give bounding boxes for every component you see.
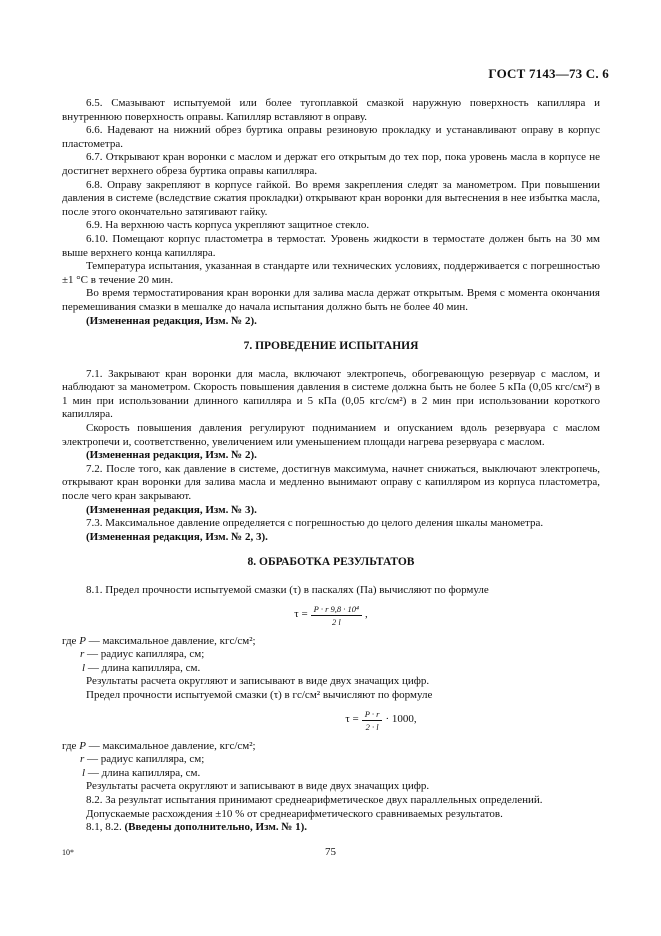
paragraph-7-2: 7.2. После того, как давление в системе, достигнув максимума, начнет снижаться, выключают электропечь, открывают кран воронки для залива масла и медленно вынимают оправу с капилляром из корпуса пластометра, после чего кран закрывают. — [62, 462, 600, 503]
definition-r: r — радиус капилляра, см; — [80, 648, 205, 661]
formula-lhs: τ = — [294, 608, 308, 621]
amendment-note: (Измененная редакция, Изм. № 2). — [86, 449, 257, 462]
paragraph-8-2: 8.2. За результат испытания принимают среднеарифметическое двух параллельных определений. — [86, 793, 543, 806]
rounding-note: Результаты расчета округляют и записывают в виде двух значащих цифр. — [86, 780, 430, 793]
amendment-note: (Измененная редакция, Изм. № 2). — [86, 314, 257, 327]
amendment-note: (Измененная редакция, Изм. № 2, 3). — [86, 530, 268, 543]
formula-fraction — [362, 709, 383, 732]
paragraph-7-3: 7.3. Максимальное давление определяется с погрешностью до целого деления шкалы манометра. — [86, 517, 544, 530]
page-number: 75 — [325, 846, 336, 858]
paragraph-7-1: 7.1. Закрывают кран воронки для масла, включают электропечь, обогревающую резервуар с маслом, и наблюдают за манометром. Скорость повышения давления в системе должна быть не более 5 кПа (0,05 кгс/см²) в 1 мин при использовании длинного капилляра и 5 кПа (0,05 кгс/см²) в 2 мин при использовании короткого капилляра. — [62, 367, 600, 421]
paragraph-temperature: Температура испытания, указанная в стандарте или технических условиях, поддерживается с погрешностью ±1 °С в течение 20 мин. — [62, 260, 600, 286]
rounding-note: Результаты расчета округляют и записывают в виде двух значащих цифр. — [86, 675, 430, 688]
definition-l: l — длина капилляра, см. — [82, 661, 201, 674]
formula-denominator: 2 · l — [365, 721, 379, 732]
formula-tail: · 1000, — [385, 713, 417, 726]
formula-denominator: 2 l — [331, 616, 341, 627]
formula-tail: , — [364, 608, 368, 621]
amendment-note-8: 8.1, 8.2. (Введены дополнительно, Изм. № 1). — [86, 821, 308, 834]
footer-mark: 10* — [62, 848, 74, 857]
paragraph-6-10: 6.10. Помещают корпус пластометра в термостат. Уровень жидкости в термостате должен быть на 30 мм выше верхнего конца капилляра. — [62, 232, 600, 259]
formula-pascal — [62, 604, 600, 627]
paragraph-8-1: 8.1. Предел прочности испытуемой смазки (τ) в паскалях (Па) вычисляют по формуле — [86, 584, 489, 596]
page-header: ГОСТ 7143—73 С. 6 — [488, 66, 609, 81]
paragraph-8-1b: Предел прочности испытуемой смазки (τ) в гс/см² вычисляют по формуле — [86, 688, 433, 701]
definition-p: где P — максимальное давление, кгс/см²; — [62, 634, 256, 647]
definition-l: l — длина капилляра, см. — [82, 766, 201, 779]
paragraph-thermostating: Во время термостатирования кран воронки для залива масла держат открытым. Время с момента окончания перемешивания смазки в мешалке до начала испытания должно быть не более 40 мин. — [62, 287, 600, 313]
paragraph-6-7: 6.7. Открывают кран воронки с маслом и держат его открытым до тех пор, пока уровень масла в корпусе не достигнет верхнего обреза буртика оправы капилляра. — [62, 151, 600, 177]
paragraph-6-5: 6.5. Смазывают испытуемой или более тугоплавкой смазкой наружную поверхность капилляра и внутреннюю поверхность оправы. Капилляр вставляют в оправу. — [62, 97, 600, 123]
amendment-note: (Измененная редакция, Изм. № 3). — [86, 503, 257, 516]
definition-r: r — радиус капилляра, см; — [80, 753, 205, 766]
formula-lhs: τ = — [345, 713, 359, 726]
paragraph-6-8: 6.8. Оправу закрепляют в корпусе гайкой. Во время закрепления следят за манометром. При повышении давления в системе (вследствие сжатия прокладки) открывают кран воронки для вытеснения в нее избытка масла, после этого окончательно затягивают гайку. — [62, 178, 600, 218]
paragraph-8-2b: Допускаемые расхождения ±10 % от среднеарифметического сравниваемых результатов. — [86, 807, 503, 820]
formula-fraction — [311, 604, 362, 627]
page-content — [62, 97, 600, 835]
paragraph-7-1b: Скорость повышения давления регулируют подниманием и опусканием вдоль резервуара с маслом электропечи и, соответственно, увеличением или уменьшением площади нагрева резервуара с маслом. — [62, 422, 600, 448]
definition-p: где P — максимальное давление, кгс/см²; — [62, 739, 256, 752]
formula-numerator: P · r 9,8 · 10⁴ — [311, 604, 362, 616]
paragraph-6-9: 6.9. На верхнюю часть корпуса укрепляют защитное стекло. — [86, 219, 370, 232]
paragraph-6-6: 6.6. Надевают на нижний обрез буртика оправы резиновую прокладку и устанавливают оправу в корпус пластометра. — [62, 124, 600, 150]
formula-numerator: P · r — [362, 709, 383, 721]
section-8-heading: 8. ОБРАБОТКА РЕЗУЛЬТАТОВ — [247, 556, 415, 569]
section-7-heading: 7. ПРОВЕДЕНИЕ ИСПЫТАНИЯ — [243, 340, 419, 353]
formula-gcm — [162, 709, 600, 732]
